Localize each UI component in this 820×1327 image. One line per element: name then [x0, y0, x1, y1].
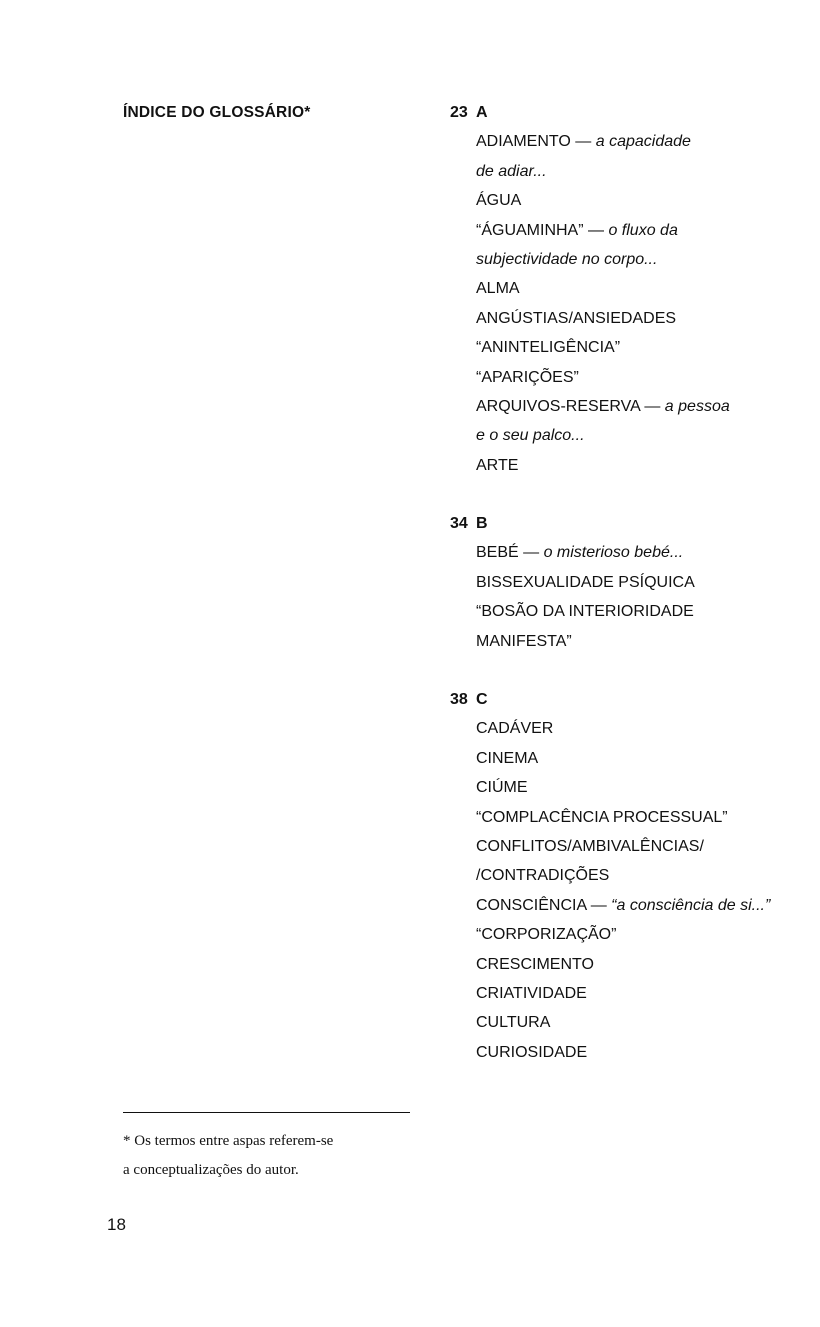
entry-term: “BOSÃO DA INTERIORIDADE [476, 603, 694, 621]
glossary-entry-line [476, 597, 695, 626]
entry-gloss: subjectividade no corpo... [476, 250, 658, 268]
glossary-entry-line [476, 157, 730, 186]
entry-term: “ANINTELIGÊNCIA” [476, 339, 621, 357]
glossary-index-title: ÍNDICE DO GLOSSÁRIO* [123, 104, 311, 121]
section-header [450, 509, 695, 538]
entry-gloss: de adiar... [476, 162, 547, 180]
glossary-entry-line [476, 891, 770, 920]
glossary-entry-line [476, 538, 695, 567]
entry-term: BEBÉ — [476, 544, 544, 562]
glossary-entry-line [476, 421, 730, 450]
glossary-entry-line [476, 216, 730, 245]
entry-term: CULTURA [476, 1014, 551, 1032]
glossary-entry-line [476, 803, 770, 832]
section-page-number: 34 [450, 515, 468, 532]
section-c [450, 685, 770, 1067]
glossary-entry-line [476, 979, 770, 1008]
entry-term: CONSCIÊNCIA — [476, 896, 612, 914]
entry-term: CADÁVER [476, 720, 554, 738]
glossary-entry-line [476, 627, 695, 656]
glossary-entry-line [476, 950, 770, 979]
glossary-entry-line [476, 861, 770, 890]
glossary-entry-line [476, 1038, 770, 1067]
entry-term: CRESCIMENTO [476, 955, 594, 973]
footnote-line: a conceptualizações do autor. [123, 1162, 299, 1178]
glossary-entry-line [476, 186, 730, 215]
entry-term: BISSEXUALIDADE PSÍQUICA [476, 573, 695, 591]
entry-term: ARTE [476, 456, 519, 474]
glossary-entry-line [476, 392, 730, 421]
glossary-entry-line [476, 744, 770, 773]
glossary-entry-line [476, 245, 730, 274]
entry-term: CIÚME [476, 779, 528, 797]
footnote-line: * Os termos entre aspas referem-se [123, 1133, 334, 1149]
entry-term: CURIOSIDADE [476, 1043, 588, 1061]
entry-gloss: a pessoa [664, 397, 730, 415]
glossary-entry-line [476, 920, 770, 949]
section-page-number: 23 [450, 104, 468, 121]
footnote [123, 1127, 333, 1185]
section-a [450, 98, 730, 480]
entry-gloss: o misterioso bebé... [543, 544, 684, 562]
section-header [450, 685, 770, 714]
section-letter: B [476, 515, 488, 532]
entry-gloss: e o seu palco... [476, 427, 585, 445]
entry-term: CONFLITOS/AMBIVALÊNCIAS/ [476, 837, 704, 855]
glossary-entry-line [476, 304, 730, 333]
footnote-divider [123, 1112, 410, 1113]
page-number: 18 [107, 1215, 126, 1234]
entry-term: ADIAMENTO — [476, 133, 596, 151]
glossary-entry-line [476, 832, 770, 861]
glossary-entry-line [476, 714, 770, 743]
entry-term: “APARIÇÕES” [476, 368, 579, 386]
entry-gloss: “a consciência de si...” [611, 896, 771, 914]
entry-term: ALMA [476, 280, 520, 298]
glossary-entry-line [476, 1008, 770, 1037]
entry-gloss: a capacidade [595, 133, 691, 151]
entry-gloss: o fluxo da [608, 221, 678, 239]
section-letter: C [476, 691, 488, 708]
glossary-entry-line [476, 363, 730, 392]
glossary-entry-line [476, 127, 730, 156]
entry-term: CINEMA [476, 749, 539, 767]
glossary-entry-line [476, 333, 730, 362]
glossary-entry-line [476, 568, 695, 597]
entry-term: /CONTRADIÇÕES [476, 867, 610, 885]
glossary-entry-line [476, 451, 730, 480]
entry-term: ARQUIVOS-RESERVA — [476, 397, 665, 415]
entry-term: ANGÚSTIAS/ANSIEDADES [476, 309, 677, 327]
glossary-entry-line [476, 773, 770, 802]
section-letter: A [476, 104, 488, 121]
entry-term: MANIFESTA” [476, 632, 572, 650]
entry-term: CRIATIVIDADE [476, 984, 587, 1002]
section-header [450, 98, 730, 127]
entry-term: “ÁGUAMINHA” — [476, 221, 609, 239]
section-page-number: 38 [450, 691, 468, 708]
entry-term: ÁGUA [476, 192, 522, 210]
glossary-entry-line [476, 274, 730, 303]
entry-term: “CORPORIZAÇÃO” [476, 926, 617, 944]
entry-term: “COMPLACÊNCIA PROCESSUAL” [476, 808, 728, 826]
section-b [450, 509, 695, 656]
